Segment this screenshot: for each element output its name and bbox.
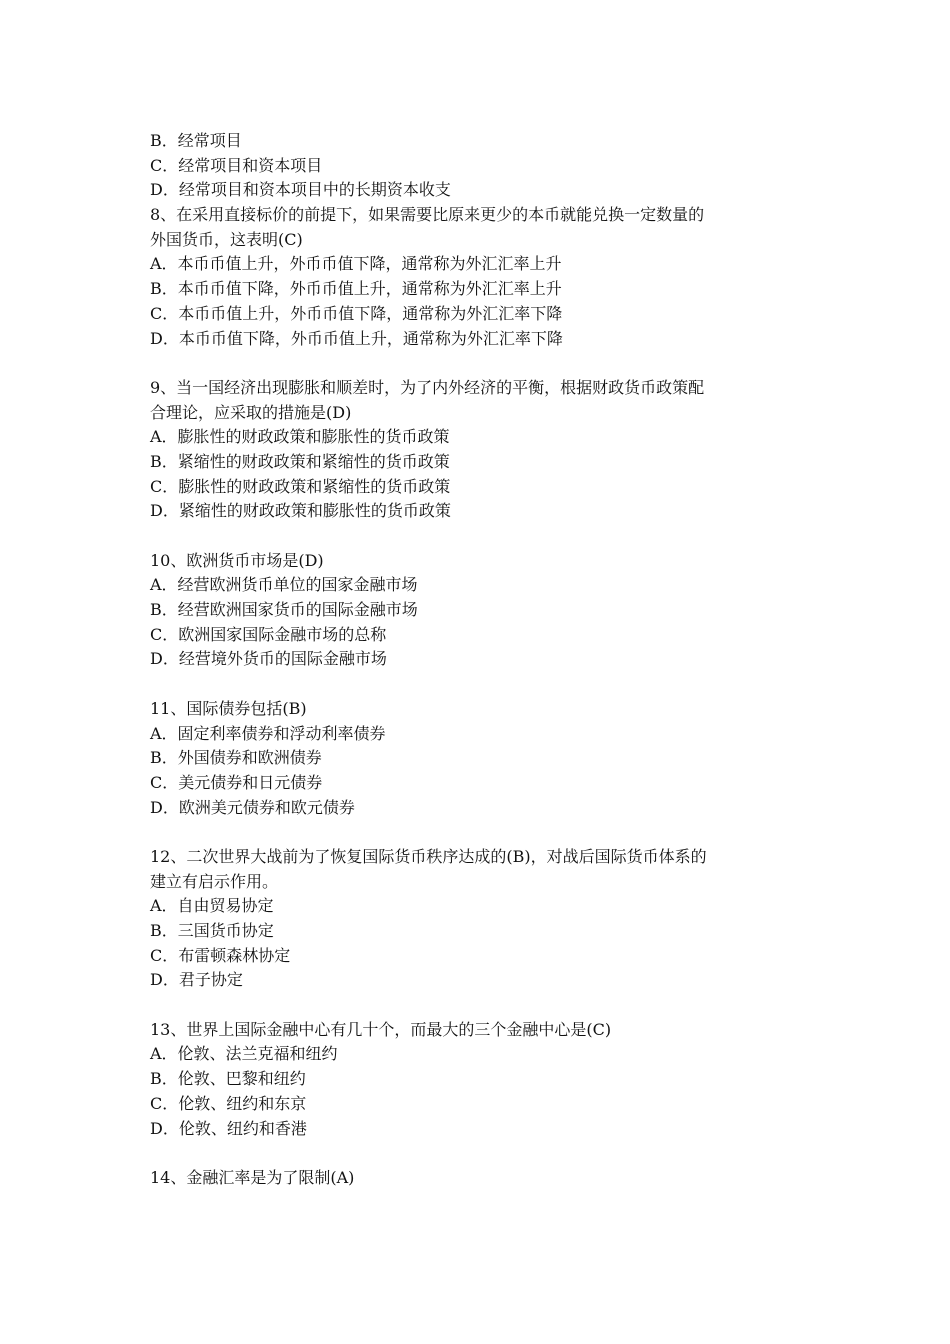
option-line: C．布雷顿森林协定 <box>150 945 291 965</box>
option-line: A．固定利率债券和浮动利率债券 <box>150 723 386 743</box>
option-line: D．欧洲美元债券和欧元债券 <box>150 797 355 817</box>
question-10 <box>150 549 810 672</box>
option-line: D．紧缩性的财政政策和膨胀性的货币政策 <box>150 501 451 521</box>
option-line: C．本币币值上升，外币币值下降，通常称为外汇汇率下降 <box>150 303 563 323</box>
option-line: D．本币币值下降，外币币值上升，通常称为外汇汇率下降 <box>150 328 563 348</box>
option-line: D．经营境外货币的国际金融市场 <box>150 649 387 669</box>
option-line: A．本币币值上升，外币币值下降，通常称为外汇汇率上升 <box>150 254 562 274</box>
option-line: C．膨胀性的财政政策和紧缩性的货币政策 <box>150 476 451 496</box>
paragraph-gap <box>150 672 810 697</box>
option-line: B．经常项目 <box>150 131 242 150</box>
question-text: 合理论，应采取的措施是(D) <box>150 402 352 422</box>
question-text: 13、世界上国际金融中心有几十个，而最大的三个金融中心是(C) <box>150 1019 612 1039</box>
option-line: A．伦敦、法兰克福和纽约 <box>150 1044 338 1064</box>
question-7-options <box>150 129 810 351</box>
option-line: D．君子协定 <box>150 970 243 990</box>
question-text: 外国货币，这表明(C) <box>150 229 303 249</box>
option-line: C．伦敦、纽约和东京 <box>150 1093 307 1113</box>
question-text: 14、金融汇率是为了限制(A) <box>150 1167 355 1187</box>
question-13 <box>150 1018 810 1141</box>
question-text: 9、当一国经济出现膨胀和顺差时，为了内外经济的平衡，根据财政货币政策配 <box>150 377 705 397</box>
paragraph-gap <box>150 1141 810 1166</box>
option-line: C．经常项目和资本项目 <box>150 155 323 175</box>
option-line: A．经营欧洲货币单位的国家金融市场 <box>150 575 418 595</box>
option-line: C．美元债券和日元债券 <box>150 772 323 792</box>
question-text: 11、国际债券包括(B) <box>150 698 307 718</box>
option-line: D．伦敦、纽约和香港 <box>150 1118 307 1138</box>
option-line: B．伦敦、巴黎和纽约 <box>150 1069 306 1089</box>
question-text: 10、欧洲货币市场是(D) <box>150 550 324 570</box>
question-12 <box>150 845 810 993</box>
question-text: 12、二次世界大战前为了恢复国际货币秩序达成的(B)，对战后国际货币体系的 <box>150 846 707 866</box>
paragraph-gap <box>150 524 810 549</box>
paragraph-gap <box>150 820 810 845</box>
question-11 <box>150 697 810 820</box>
option-line: B．经营欧洲国家货币的国际金融市场 <box>150 600 418 620</box>
option-line: D．经常项目和资本项目中的长期资本收支 <box>150 180 451 200</box>
question-9 <box>150 376 810 524</box>
option-line: B．紧缩性的财政政策和紧缩性的货币政策 <box>150 451 450 471</box>
option-line: B．外国债券和欧洲债券 <box>150 748 322 768</box>
paragraph-gap <box>150 993 810 1018</box>
document-page <box>150 129 810 1191</box>
paragraph-gap <box>150 351 810 376</box>
option-line: A．自由贸易协定 <box>150 896 274 916</box>
question-text: 8、在采用直接标价的前提下，如果需要比原来更少的本币就能兑换一定数量的 <box>150 205 705 225</box>
option-line: A．膨胀性的财政政策和膨胀性的货币政策 <box>150 427 450 447</box>
option-line: B．三国货币协定 <box>150 921 274 940</box>
option-line: C．欧洲国家国际金融市场的总称 <box>150 624 387 644</box>
option-line: B．本币币值下降，外币币值上升，通常称为外汇汇率上升 <box>150 279 562 299</box>
question-text: 建立有启示作用。 <box>150 871 279 891</box>
question-14 <box>150 1166 810 1191</box>
